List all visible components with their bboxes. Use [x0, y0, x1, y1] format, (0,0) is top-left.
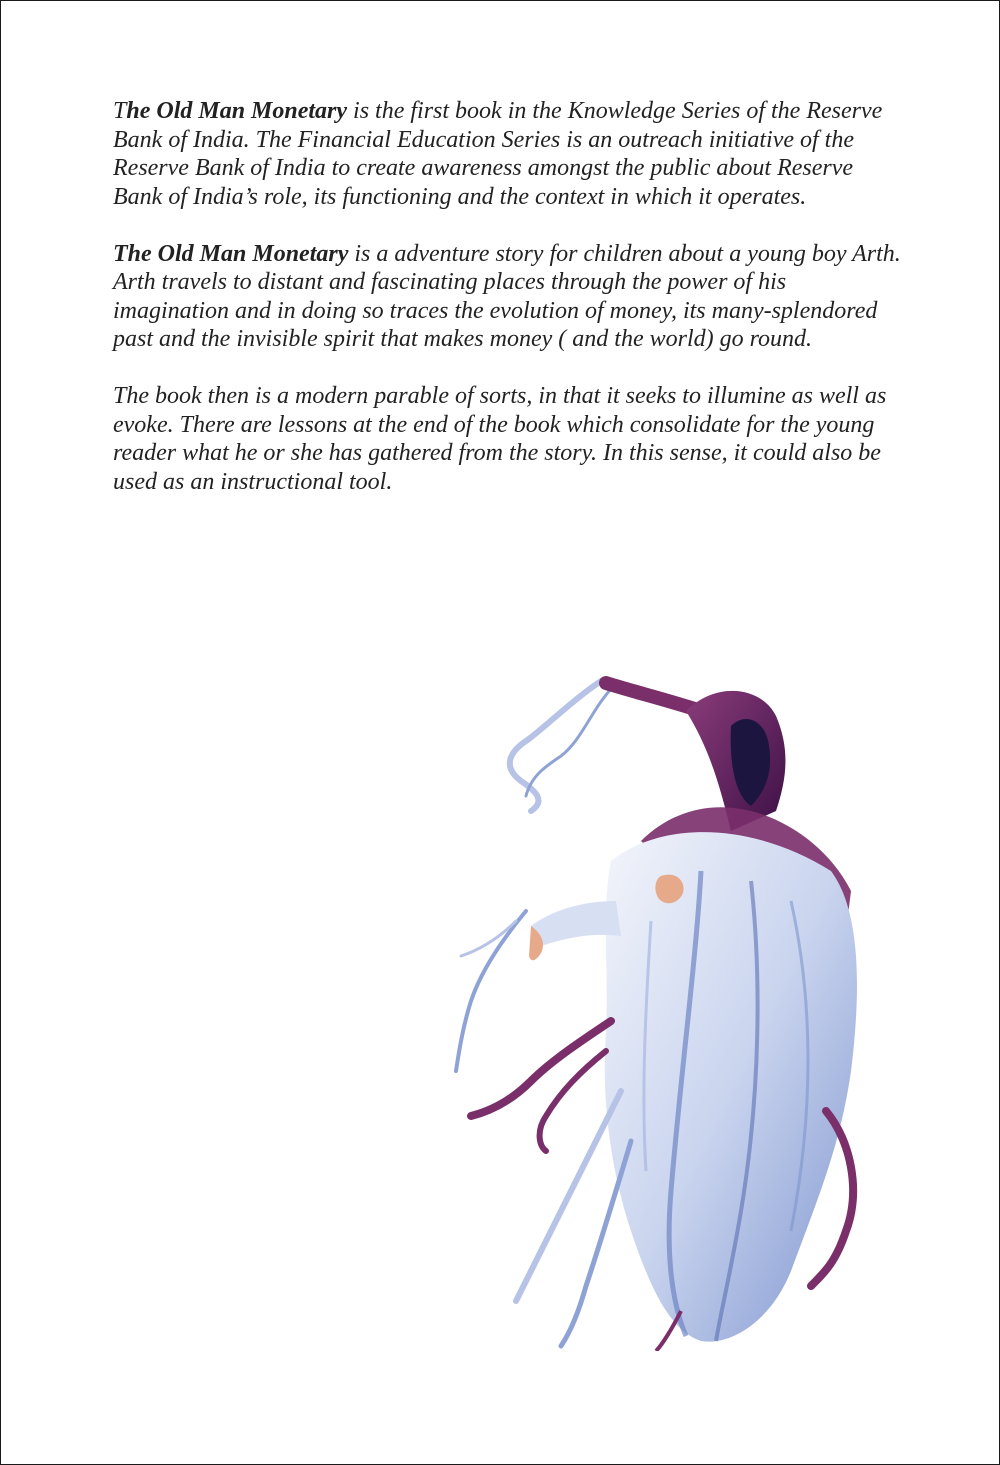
description-text [113, 97, 903, 525]
book-title-emphasis: The Old Man Monetary [113, 240, 349, 267]
paragraph-story: The Old Man Monetary is a adventure story for children about a young boy Arth. Arth travels to distant and fascinating places through the power of his imagination and in doing so traces the evolution of money, its many-splendored past and the invisible spirit that makes money ( and the world) go round. [113, 240, 901, 352]
paragraph-intro: The Old Man Monetary is the first book in the Knowledge Series of the Reserve Bank of India. The Financial Education Series is an outreach initiative of the Reserve Bank of India to create awareness amongst the public about Reserve Bank of India’s role, its functioning and the context in which it operates. [113, 98, 883, 210]
hooded-figure-illustration [431, 671, 881, 1351]
book-title-emphasis: he Old Man Monetary [126, 98, 348, 124]
paragraph-lessons: The book then is a modern parable of sorts, in that it seeks to illumine as well as evoke. There are lessons at the end of the book which consolidate for the young reader what he or she has gathered from the story. In this sense, it could also be used as an instructional tool. [113, 383, 887, 495]
